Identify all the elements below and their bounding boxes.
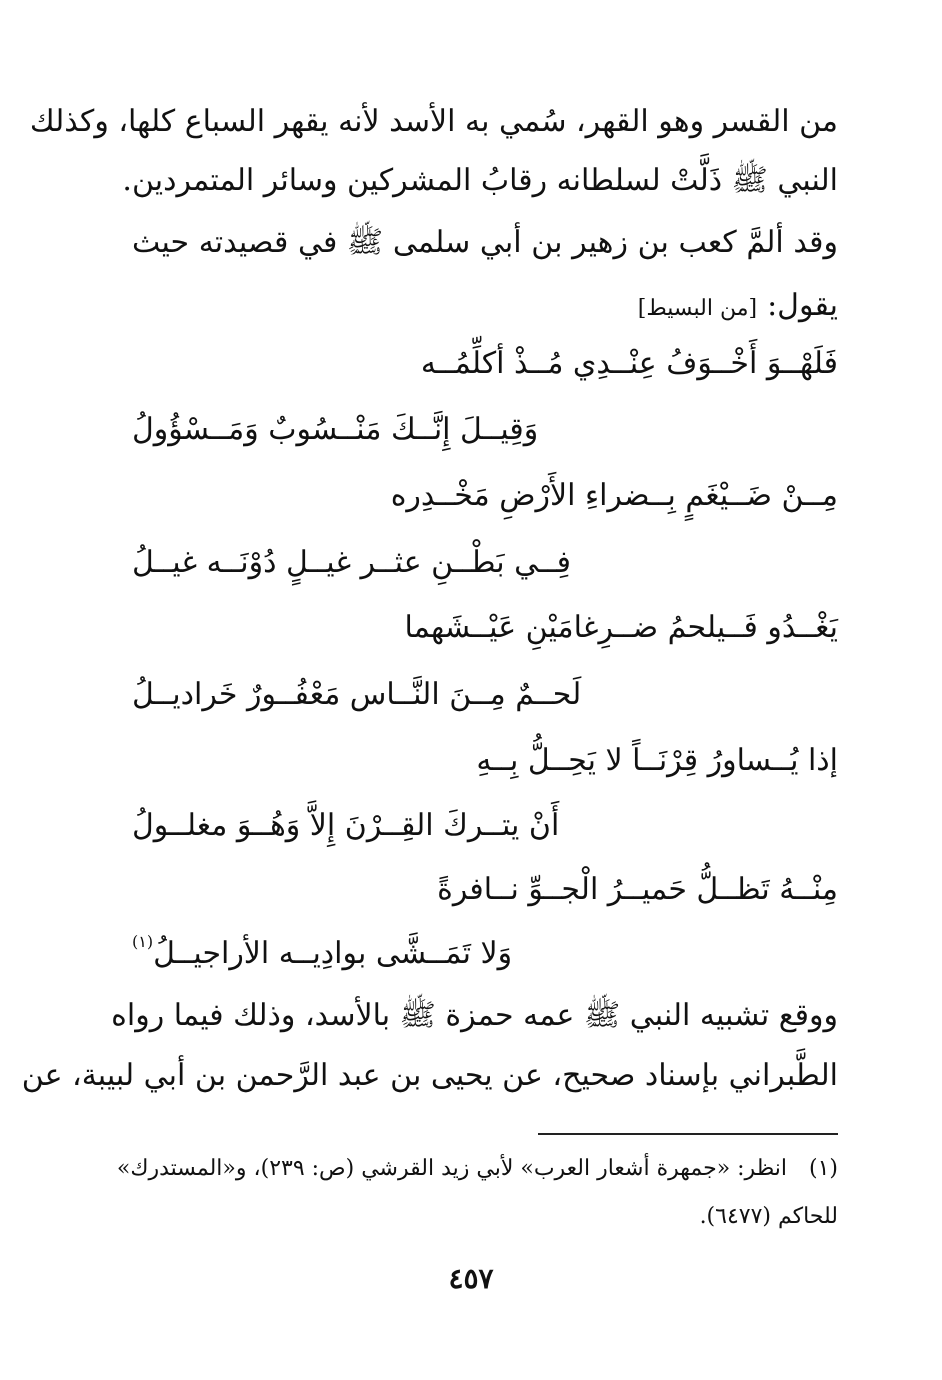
- footnote-line-1: [116, 1153, 838, 1185]
- poem-hemistich-7: إذا يُــساورُ قِرْنَــاً لا يَحِــلُّ بِــهِ: [476, 743, 838, 778]
- poem-hemistich-6: لَحــمٌ مِــنَ النَّــاس مَعْفُــورٌ خَراديــلُ: [132, 677, 582, 712]
- footnote-separator: [538, 1133, 838, 1135]
- page-number: ٤٥٧: [448, 1262, 494, 1295]
- poem-hemistich-10: [132, 934, 512, 974]
- footnote-marker: (١): [132, 932, 154, 951]
- poem-hemistich-5: يَغْــدُو فَــيلحمُ ضــرِغامَيْنِ عَيْــشَهما: [404, 610, 838, 645]
- poem-hemistich-10-text: وَلا تَمَــشَّى بوادِيــه الأراجيــلُ: [153, 936, 513, 971]
- poem-hemistich-4: فِــي بَطْــنِ عثــر غيــلٍ دُوْنَــه غيــلُ: [132, 545, 571, 580]
- meter-label: [من البسيط]: [637, 296, 758, 321]
- prose-line-4: [638, 286, 838, 326]
- poem-hemistich-8: أَنْ يتــركَ القِــرْنَ إِلاَّ وَهُــوَ مغلــولُ: [132, 808, 560, 843]
- prose2-line-2: الطَّبراني بإسناد صحيح، عن يحيى بن عبد الرَّحمن بن أبي لبيبة، عن: [21, 1058, 838, 1093]
- footnote-line-2: للحاكم (٦٤٧٧).: [699, 1204, 838, 1229]
- poem-hemistich-3: مِــنْ ضَــيْغَمٍ بِــضراءِ الأَرْضِ مَخْــدِره: [390, 478, 838, 513]
- prose-line-1: من القسر وهو القهر، سُمي به الأسد لأنه يقهر السباع كلها، وكذلك: [29, 104, 838, 139]
- poem-hemistich-9: مِنْــهُ تَظــلُّ حَميــرُ الْجــوِّ نــافرةً: [437, 872, 838, 907]
- poem-hemistich-1: فَلَهْــوَ أَخْــوَفُ عِنْــدِي مُــذْ أكلِّمُــه: [420, 346, 838, 381]
- poem-hemistich-2: وَقِيــلَ إِنَّــكَ مَنْــسُوبٌ وَمَــسْؤُولُ: [132, 412, 539, 447]
- footnote-number: (١): [808, 1156, 838, 1181]
- footnote-text-1: انظر: «جمهرة أشعار العرب» لأبي زيد القرشي (ص: ٢٣٩)، و«المستدرك»: [116, 1156, 787, 1181]
- prose-line-4-text: يقول:: [767, 288, 838, 323]
- prose2-line-1: ووقع تشبيه النبي ﷺ عمه حمزة ﷺ بالأسد، وذلك فيما رواه: [111, 998, 838, 1033]
- prose-line-2: النبي ﷺ ذَلَّتْ لسلطانه رقابُ المشركين وسائر المتمردين.: [122, 163, 838, 198]
- prose-line-3: وقد ألمَّ كعب بن زهير بن أبي سلمى ﷺ في قصيدته حيث: [132, 225, 838, 260]
